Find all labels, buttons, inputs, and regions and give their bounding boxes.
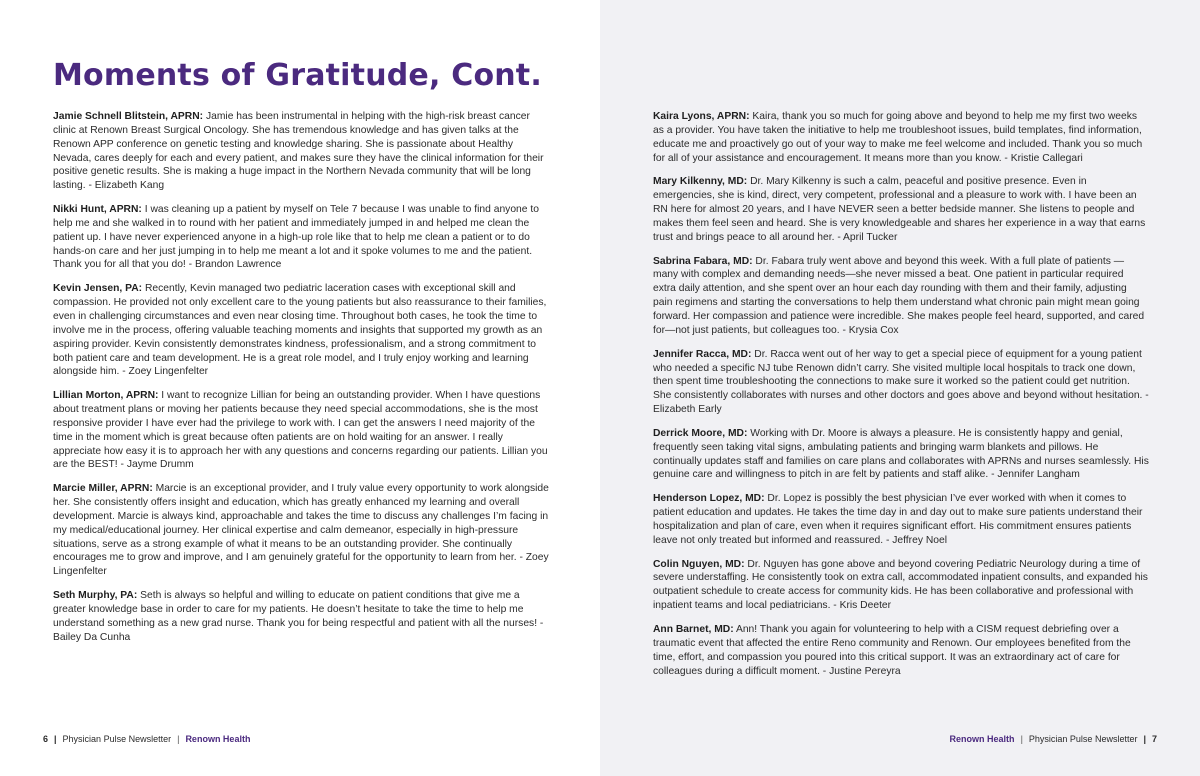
entry-text: Dr. Nguyen has gone above and beyond covering Pediatric Neurology during a time of severe understaffing. He consistently took on extra call, accommodated inpatient consults, and expanded his outpatient schedule to create access for community kids. He has been collaborative and professional with inpatient teams and local pediatricians. - Kris Deeter — [653, 558, 1148, 612]
gratitude-entry — [53, 203, 551, 272]
gratitude-entry — [53, 110, 551, 193]
gratitude-entry — [653, 110, 1149, 165]
gratitude-entry — [653, 558, 1149, 613]
provider-name: Kaira Lyons, APRN: — [653, 111, 750, 122]
left-column — [53, 110, 551, 655]
entry-text: Seth is always so helpful and willing to educate on patient conditions that give me a greater knowledge base in order to care for my patients. He doesn’t hesitate to take the time to help me understand something as a new grad nurse. Thank you for being respectful and patient with all the nurses! - Bailey Da Cunha — [53, 590, 544, 643]
provider-name: Colin Nguyen, MD: — [653, 558, 745, 570]
page-number: 6 — [43, 734, 49, 744]
entry-text: I want to recognize Lillian for being an outstanding provider. When I have questions about treatment plans or moving her patients because they need special accommodations, she is the most responsive provider I have ever had the privilege to work with. I can get the answers I need majority of the time in the moment which is great because often patients are on hold waiting for an answer. I really appreciate how easy it is to approach her with any questions and concerns regarding our patients. Lillian you are the BEST! - Jayme Drumm — [53, 390, 548, 471]
entry-text: Dr. Lopez is possibly the best physician I’ve ever worked with when it comes to patient education and updates. He takes the time day in and day out to make sure patients understand their hospitalization and plan of care, even when it requires significant effort. His commitment ensures patients leave not only treated but informed and reassured. - Jeffrey Noel — [653, 493, 1143, 546]
provider-name: Seth Murphy, PA: — [53, 590, 138, 602]
entry-text: Dr. Fabara truly went above and beyond this week. With a full plate of patients — many with complex and demanding needs—she never missed a beat. One patient in particular required extra daily attention, and she spent over an hour each day rounding with them and their family, adjusting pain regimens and starting the conversations to help them understand what chronic pain might mean going forward. Her compassion and patience were incredible. She makes people feel heard, supported, and cared for—not just patients, but colleagues too. - Krysia Cox — [653, 255, 1145, 336]
gratitude-entry — [653, 492, 1149, 547]
right-footer — [950, 733, 1157, 745]
gratitude-entry — [653, 348, 1149, 417]
entry-text: Dr. Racca went out of her way to get a special piece of equipment for a young patient who needed a specific NJ tube Renown didn’t carry. She visited multiple local hospitals to track one down, then spent time troubleshooting the connections to make sure it worked so the patient could get nutrition. She consistently collaborates with nurses and other doctors and goes above and beyond without hesitation. - Elizabeth Early — [653, 348, 1149, 416]
provider-name: Derrick Moore, MD: — [653, 427, 748, 439]
newsletter-name: Physician Pulse Newsletter — [62, 734, 172, 744]
page-title: Moments of Gratitude, Cont. — [53, 58, 542, 93]
brand-name: Renown Health — [185, 734, 251, 744]
provider-name: Mary Kilkenny, MD: — [653, 176, 748, 188]
entry-text: Dr. Mary Kilkenny is such a calm, peaceful and positive presence. Even in emergencies, she is kind, direct, very competent, professional and a pleasure to work with. I have been an RN here for almost 20 years, and I have NEVER seen a better bedside manner. She listens to people and makes them feel seen and heard. She is very knowledgeable and shares her experience in a way that earns trust and brings peace to all around her. - April Tucker — [653, 176, 1146, 243]
gratitude-entry — [653, 175, 1149, 244]
provider-name: Kevin Jensen, PA: — [53, 283, 143, 295]
gratitude-entry — [53, 482, 551, 579]
footer-divider: | — [1020, 734, 1023, 744]
gratitude-entry — [53, 389, 551, 472]
newsletter-name: Physician Pulse Newsletter — [1028, 734, 1138, 744]
provider-name: Marcie Miller, APRN: — [53, 483, 153, 495]
provider-name: Sabrina Fabara, MD: — [653, 255, 753, 267]
right-column — [653, 110, 1149, 688]
entry-text: Jamie has been instrumental in helping with the high-risk breast cancer clinic at Renown Breast Surgical Oncology. She has tremendous knowledge and has given talks at the Renown APP conference on genetic testing and knowledge sharing. She is passionate about Healthy Nevada, cares deeply for each and every patient, and makes sure they have the clinical information for their positive genetic results. She is making a huge impact in the Northern Nevada community that will be long lasting. - Elizabeth Kang — [53, 111, 544, 192]
brand-name: Renown Health — [949, 734, 1015, 744]
gratitude-entry — [53, 282, 551, 379]
gratitude-entry — [653, 427, 1149, 482]
page-number: 7 — [1151, 734, 1157, 744]
provider-name: Henderson Lopez, MD: — [653, 493, 765, 505]
entry-text: I was cleaning up a patient by myself on Tele 7 because I was unable to find anyone to help me and she walked in to round with her patient and immediately jumped in and helped me clean the patient up. I have never experienced anyone in a high-up role like that to help me clean a patient or to do hands-on care and her just jumping in to help me meant a lot and it spoke volumes to me and the patient. Thank you for all that you do! - Brandon Lawrence — [53, 204, 539, 271]
gratitude-entry — [53, 589, 551, 644]
entry-text: Ann! Thank you again for volunteering to help with a CISM request debriefing over a traumatic event that affected the entire Reno community and Renown. Our employees benefited from the time, effort, and compassion you poured into this critical support. It was an extraordinary act of care for colleagues during a difficult moment. - Justine Pereyra — [653, 624, 1131, 677]
entry-text: Recently, Kevin managed two pediatric laceration cases with exceptional skill and compassion. He provided not only excellent care to the young patients but also reassurance to their families, even in challenging circumstances and even near closing time. Throughout both cases, he took the time to involve me in the process, offering valuable teaching moments and insights that supported my growth as an aspiring provider. Kevin consistently demonstrates kindness, professionalism, and a strong commitment to both patient care and team development. He is a great role model, and I truly enjoy working and learning alongside him. - Zoey Lingenfelter — [53, 283, 547, 378]
left-footer — [43, 733, 250, 745]
footer-divider: | — [54, 734, 57, 744]
provider-name: Jamie Schnell Blitstein, APRN: — [53, 111, 204, 122]
provider-name: Ann Barnet, MD: — [653, 624, 734, 635]
entry-text: Working with Dr. Moore is always a pleasure. He is consistently happy and genial, frequently seen taking vital signs, ambulating patients and bringing warm blankets and pillows. He continually updates staff and families on care plans and collaborates with APRNs and nurses seamlessly. His genuine care and willingness to pitch in are felt by patients and staff alike. - Jennifer Langham — [653, 427, 1149, 481]
gratitude-entry — [653, 623, 1149, 678]
right-page — [600, 0, 1200, 776]
footer-divider: | — [177, 734, 180, 744]
provider-name: Nikki Hunt, APRN: — [53, 204, 142, 216]
provider-name: Jennifer Racca, MD: — [653, 348, 752, 360]
footer-divider: | — [1143, 734, 1146, 744]
provider-name: Lillian Morton, APRN: — [53, 390, 159, 402]
entry-text: Kaira, thank you so much for going above and beyond to help me my first two weeks as a provider. You have taken the initiative to help me troubleshoot issues, build templates, find information, educate me and proactively go out of your way to make me feel welcome and included. Thank you so much for all of your assistance and encouragement. It means more than you know. - Kristie Callegari — [653, 111, 1143, 164]
gratitude-entry — [653, 255, 1149, 338]
entry-text: Marcie is an exceptional provider, and I truly value every opportunity to work alongside her. She consistently offers insight and education, which has greatly enhanced my learning and overall development. Marcie is always kind, approachable and takes the time to discuss any challenges I’m facing in my medical/educational journey. Her clinical expertise and calm demeanor, especially in high-pressure situations, serve as a strong example of what it means to be an outstanding provider. She continually encourages me to grow and improve, and I am genuinely grateful for the opportunity to learn from her. - Zoey Lingenfelter — [53, 483, 549, 578]
